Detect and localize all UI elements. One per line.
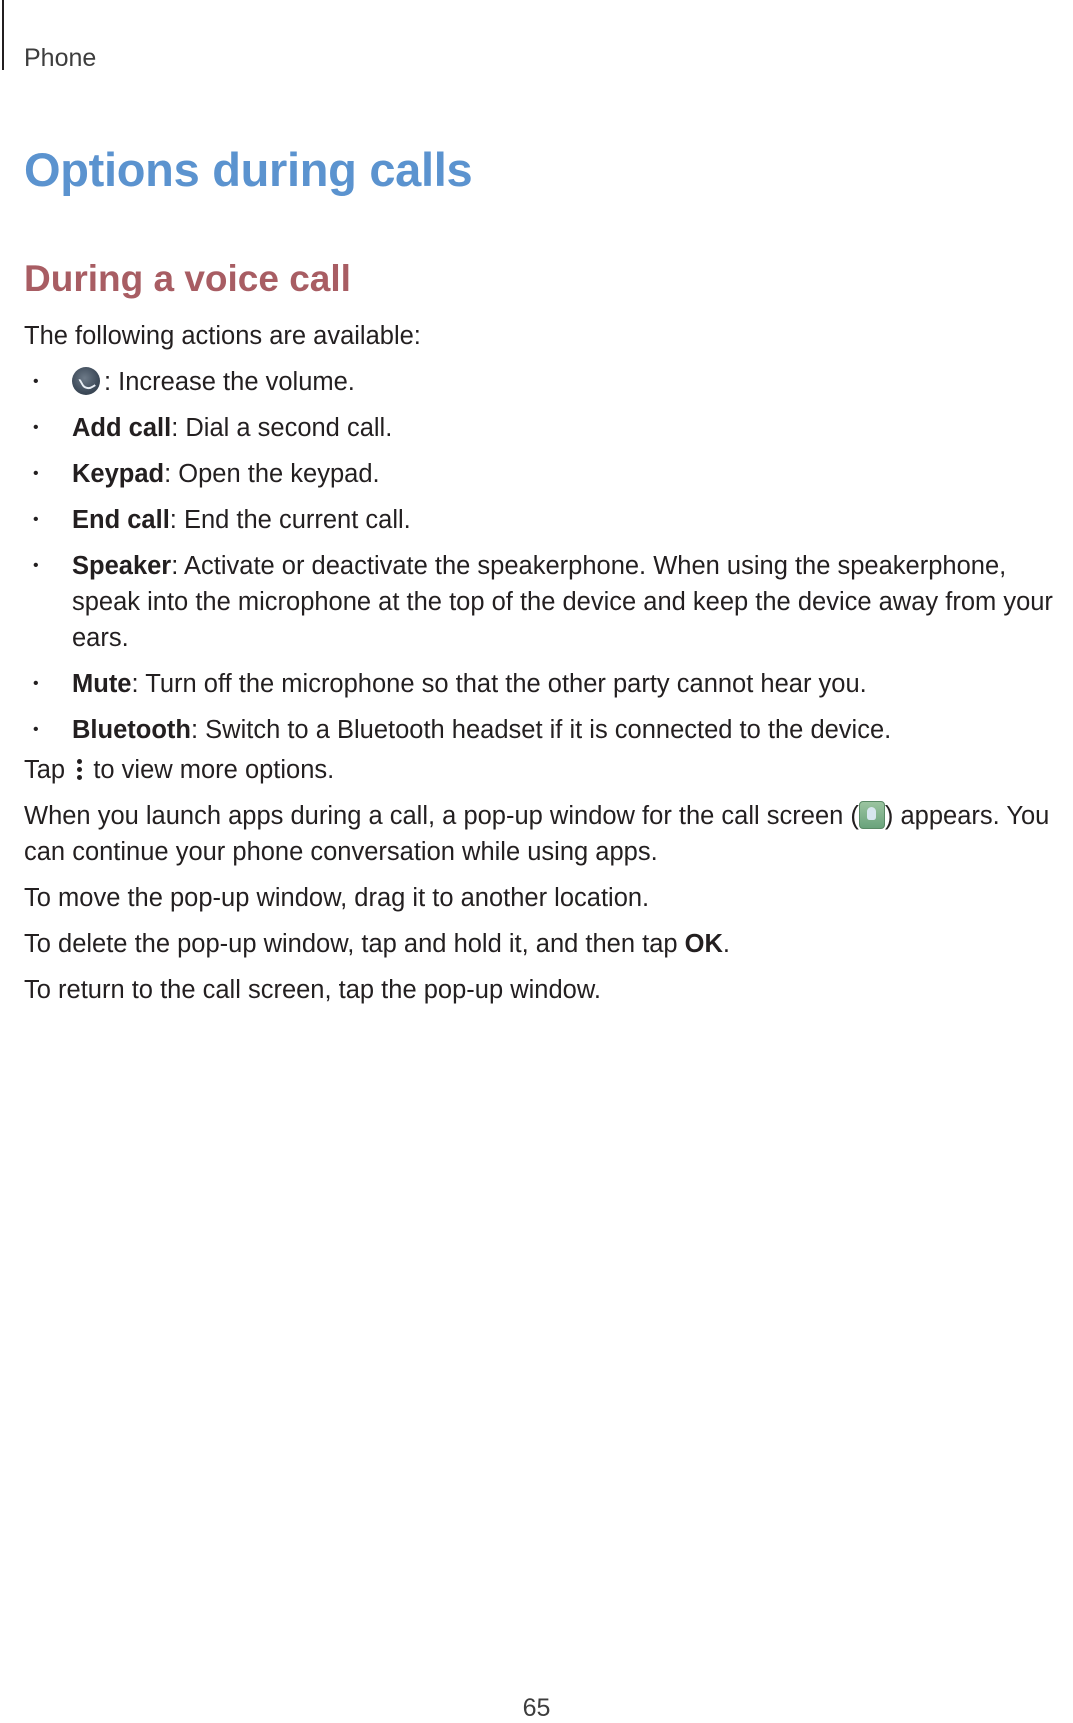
popup-text-before: When you launch apps during a call, a pop-up window for the call screen ( (24, 802, 859, 830)
list-item (24, 502, 1064, 538)
content-body (24, 318, 1064, 1018)
page-number: 65 (522, 1694, 551, 1722)
section-subtitle: During a voice call (24, 258, 351, 299)
action-desc: : Dial a second call. (171, 414, 393, 442)
more-options-icon (75, 757, 83, 783)
action-term: Keypad (72, 460, 165, 488)
list-item (24, 410, 1064, 446)
page-edge-line (2, 0, 4, 70)
call-popup-icon (859, 801, 885, 829)
action-term: Bluetooth (72, 716, 191, 744)
bullet: • (33, 557, 39, 574)
popup-text-after: ) appears. You can continue your phone conversation while using apps. (24, 802, 1050, 866)
delete-paragraph (24, 926, 1064, 962)
delete-text-after: . (722, 930, 731, 958)
bullet: • (33, 419, 39, 436)
bullet: • (33, 465, 39, 482)
volume-call-icon (72, 367, 100, 395)
list-item (24, 666, 1064, 702)
action-desc: : Open the keypad. (164, 460, 380, 488)
delete-text-before: To delete the pop-up window, tap and hold it, and then tap (24, 930, 685, 958)
tap-more-text (24, 752, 1064, 788)
tap-more-before: Tap (24, 756, 66, 784)
return-paragraph: To return to the call screen, tap the pop-up window. (24, 976, 601, 1004)
action-term: Add call (72, 414, 172, 442)
actions-list (24, 364, 1064, 748)
section-label: Phone (24, 44, 97, 72)
action-term: End call (72, 506, 170, 534)
bullet: • (33, 511, 39, 528)
tap-more-after: to view more options. (93, 756, 335, 784)
bullet: • (33, 721, 39, 738)
action-desc: : Increase the volume. (104, 368, 355, 396)
list-item (24, 548, 1064, 656)
list-item (24, 364, 1064, 400)
intro-text: The following actions are available: (24, 322, 421, 350)
move-paragraph: To move the pop-up window, drag it to another location. (24, 884, 650, 912)
popup-paragraph (24, 798, 1064, 870)
action-desc: : Activate or deactivate the speakerphone. When using the speakerphone, speak into the microphone at the top of the device and keep the device away from your ears. (72, 552, 1053, 652)
ok-term: OK (684, 930, 723, 958)
bullet: • (33, 373, 39, 390)
action-desc: : Turn off the microphone so that the other party cannot hear you. (131, 670, 867, 698)
list-item (24, 456, 1064, 492)
action-desc: : Switch to a Bluetooth headset if it is connected to the device. (190, 716, 892, 744)
list-item (24, 712, 1064, 748)
action-desc: : End the current call. (169, 506, 411, 534)
action-term: Mute (72, 670, 132, 698)
bullet: • (33, 675, 39, 692)
page-title: Options during calls (24, 143, 473, 196)
action-term: Speaker (72, 552, 172, 580)
